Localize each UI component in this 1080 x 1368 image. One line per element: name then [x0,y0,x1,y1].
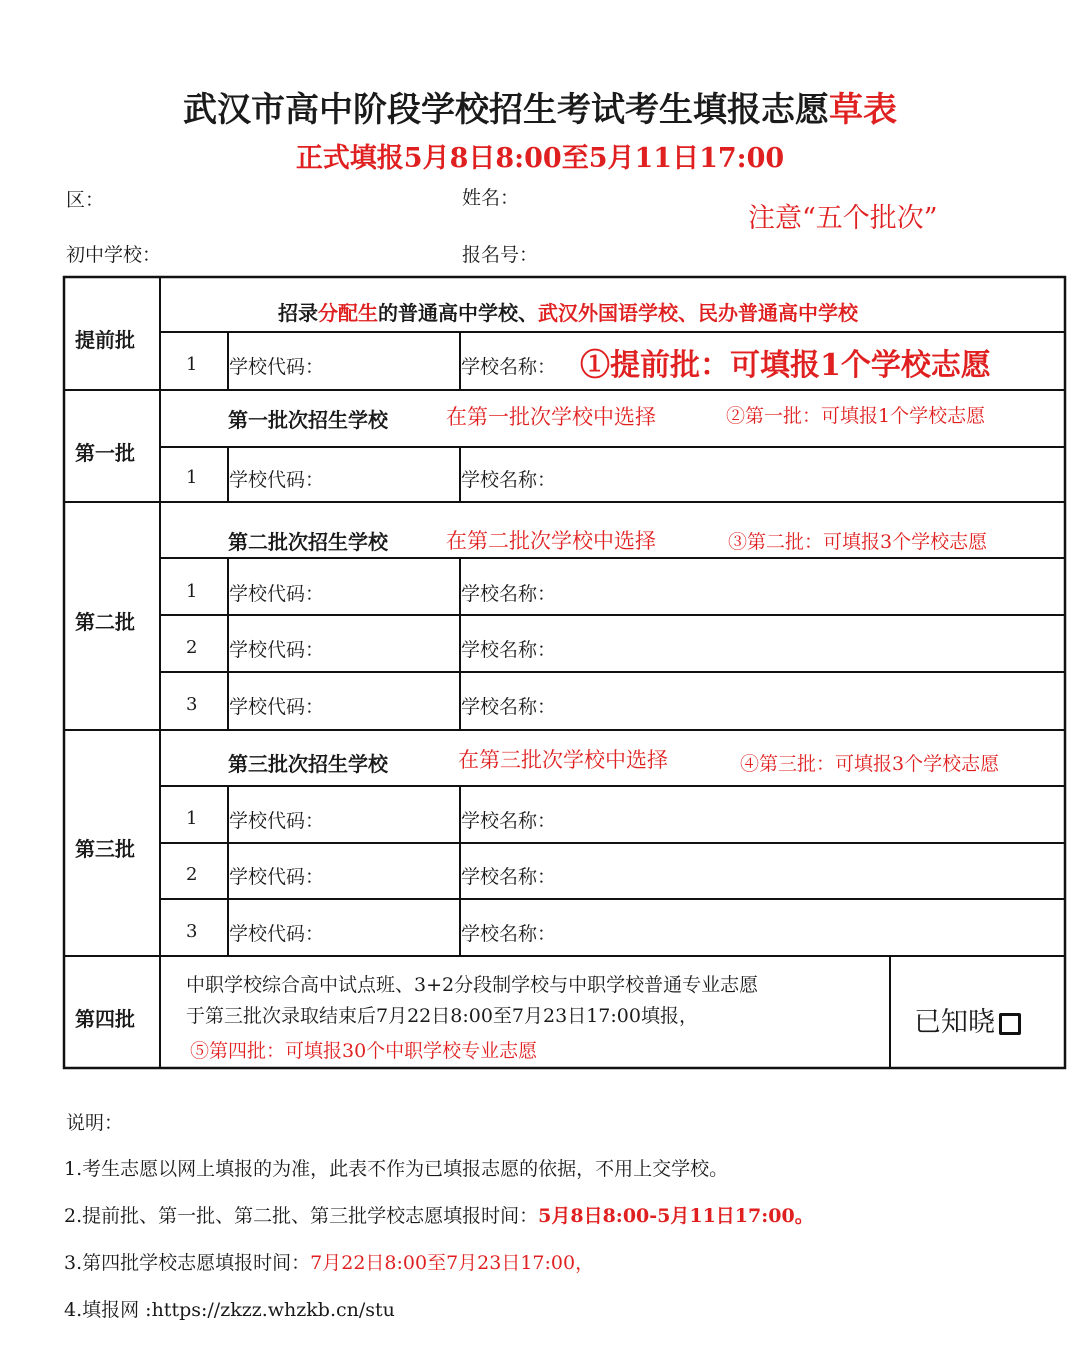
school-code-field[interactable]: 学校代码： [229,639,325,661]
early-header-part3: 的普通高中学校、 [378,301,538,325]
batch2-note: ③第二批：可填报3个学校志愿 [728,531,988,553]
early-header-part1: 招录 [278,301,318,325]
row-number: 1 [186,467,198,488]
school-code-field[interactable]: 学校代码： [229,696,325,718]
row-number: 2 [186,637,198,658]
explanation-item-4[interactable]: 4.填报网 :https://zkzz.whzkb.cn/stu [64,1299,395,1321]
batch3-header: 第三批次招生学校 [228,752,388,776]
batch3-note: ④第三批：可填报3个学校志愿 [740,753,1000,775]
batch3-hint: 在第三批次学校中选择 [458,748,668,772]
item2-prefix: 2.提前批、第一批、第二批、第三批学校志愿填报时间： [64,1205,539,1227]
page-subtitle: 正式填报5月8日8:00至5月11日17:00 [295,143,785,174]
item3-prefix: 3.第四批学校志愿填报时间： [64,1252,311,1274]
checkbox-icon[interactable] [999,1013,1021,1035]
school-name-field[interactable]: 学校名称： [461,866,557,888]
batch4-description-line2: 于第三批次录取结束后7月22日8:00至7月23日17:00填报， [186,1005,698,1027]
school-code-field[interactable]: 学校代码： [229,810,325,832]
name-label: 姓名： [462,187,520,209]
title-highlight: 草表 [829,90,897,130]
item2-time: 5月8日8:00-5月11日17:00。 [538,1205,814,1227]
early-batch-header [278,297,858,326]
batch4-note: ⑤第四批：可填报30个中职学校专业志愿 [190,1040,538,1062]
batch2-hint: 在第二批次学校中选择 [446,529,656,553]
explanation-item-2 [64,1201,814,1228]
batch-label-2: 第二批 [75,610,135,634]
school-name-field[interactable]: 学校名称： [461,923,557,945]
explanation-item-1: 1.考生志愿以网上填报的为准，此表不作为已填报志愿的依据，不用上交学校。 [64,1158,729,1180]
row-number: 3 [186,921,198,942]
page-title [0,82,1080,131]
batch-label-early: 提前批 [75,328,135,352]
school-code-field[interactable]: 学校代码： [229,923,325,945]
school-name-field[interactable]: 学校名称： [461,639,557,661]
early-header-part2: 分配生 [318,301,378,325]
school-code-field[interactable]: 学校代码： [229,866,325,888]
acknowledge-label: 已知晓 [914,1007,995,1038]
school-name-field[interactable]: 学校名称： [461,583,557,605]
school-name-field[interactable]: 学校名称： [461,810,557,832]
school-name-field[interactable]: 学校名称： [461,469,557,491]
early-header-part4: 武汉外国语学校、民办普通高中学校 [538,301,858,325]
school-name-field[interactable]: 学校名称： [461,696,557,718]
acknowledge-checkbox[interactable] [914,1000,1021,1039]
batch1-header: 第一批次招生学校 [228,408,388,432]
batch2-header: 第二批次招生学校 [228,530,388,554]
row-number: 1 [186,808,198,829]
explanation-heading: 说明： [66,1112,124,1134]
batch4-description-line1: 中职学校综合高中试点班、3+2分段制学校与中职学校普通专业志愿 [186,974,759,996]
school-name-field[interactable]: 学校名称： [461,356,557,378]
batch-label-4: 第四批 [75,1007,135,1031]
attention-note: 注意“五个批次” [748,203,938,234]
early-batch-note: ①提前批：可填报1个学校志愿 [580,348,991,383]
batch1-hint: 在第一批次学校中选择 [446,405,656,429]
row-number: 2 [186,864,198,885]
registration-number-label: 报名号： [462,244,539,266]
row-number: 1 [186,354,198,375]
school-code-field[interactable]: 学校代码： [229,356,325,378]
district-label: 区： [66,189,105,211]
school-code-field[interactable]: 学校代码： [229,469,325,491]
row-number: 1 [186,581,198,602]
middle-school-label: 初中学校： [66,244,162,266]
batch1-note: ②第一批：可填报1个学校志愿 [726,405,986,427]
batch-label-1: 第一批 [75,441,135,465]
explanation-item-3 [64,1248,594,1275]
school-code-field[interactable]: 学校代码： [229,583,325,605]
title-main: 武汉市高中阶段学校招生考试考生填报志愿 [183,90,829,130]
item3-time: 7月22日8:00至7月23日17:00， [310,1252,595,1274]
row-number: 3 [186,694,198,715]
batch-label-3: 第三批 [75,837,135,861]
